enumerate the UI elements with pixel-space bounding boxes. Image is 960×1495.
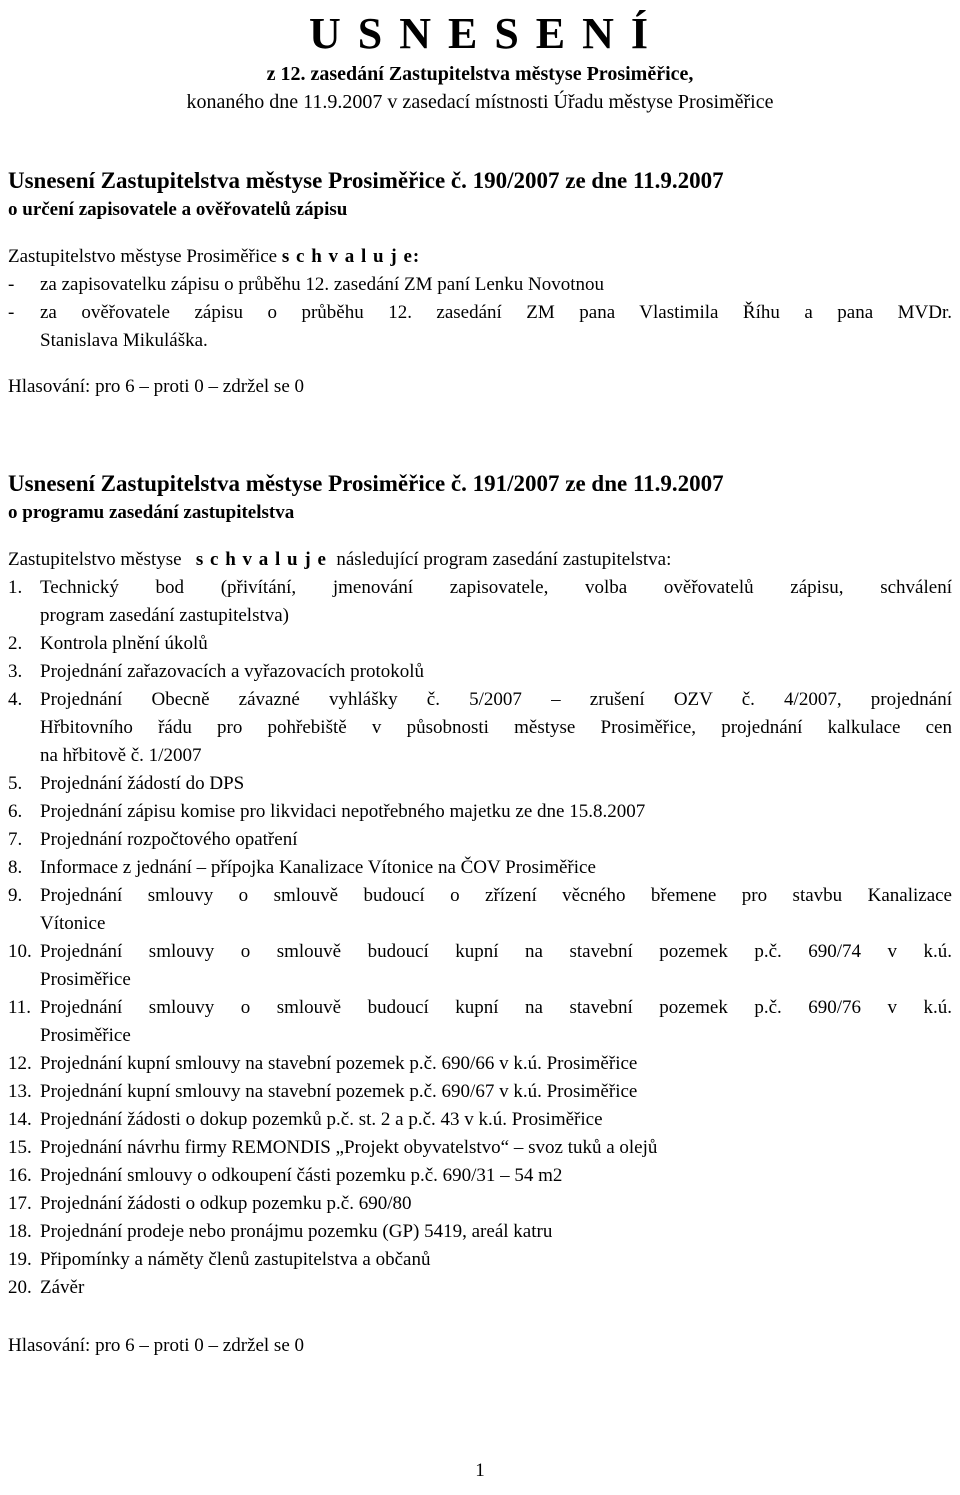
agenda-item — [8, 1246, 952, 1274]
agenda-item-line: Projednání prodeje nebo pronájmu pozemku (GP) 5419, areál katru — [40, 1221, 553, 1242]
agenda-item — [8, 658, 952, 686]
agenda-item-text — [40, 1078, 952, 1106]
agenda-item-number: 3. — [8, 661, 23, 682]
agenda-item-line: program zasedání zastupitelstva) — [40, 605, 290, 626]
agenda-item-number: 20. — [8, 1277, 32, 1298]
agenda-item-number: 11. — [8, 997, 32, 1018]
agenda-item-number: 18. — [8, 1221, 32, 1242]
agenda-item-line: Kontrola plnění úkolů — [40, 633, 208, 654]
agenda-item-text — [40, 630, 952, 658]
dash-marker: - — [8, 274, 15, 295]
agenda-item-number: 14. — [8, 1109, 32, 1130]
agenda-item — [8, 798, 952, 826]
agenda-item-text — [40, 994, 952, 1050]
agenda-item — [8, 1162, 952, 1190]
agenda-item — [8, 1078, 952, 1106]
agenda-item-number: 1. — [8, 577, 23, 598]
agenda-item-number: 12. — [8, 1053, 32, 1074]
agenda-item-text — [40, 882, 952, 938]
agenda-item-text — [40, 658, 952, 686]
page-number: 1 — [475, 1460, 485, 1481]
agenda-item-text — [40, 1106, 952, 1134]
agenda-item-text — [40, 1050, 952, 1078]
agenda-item-line: Projednání zařazovacích a vyřazovacích protokolů — [40, 661, 425, 682]
agenda-list — [8, 574, 952, 1302]
agenda-item-line: Prosiměřice — [40, 1025, 131, 1046]
agenda-item — [8, 994, 952, 1050]
agenda-item-line: Projednání žádostí do DPS — [40, 773, 245, 794]
resolution-subject: o určení zapisovatele a ověřovatelů zápisu — [8, 199, 348, 220]
agenda-item-line: Projednání smlouvy o smlouvě budoucí kupní na stavební pozemek p.č. 690/74 v k.ú. — [40, 941, 952, 962]
resolution-intro — [8, 546, 952, 574]
agenda-item-line: Projednání návrhu firmy REMONDIS „Projekt obyvatelstvo“ – svoz tuků a olejů — [40, 1137, 658, 1158]
agenda-item-line: Projednání kupní smlouvy na stavební pozemek p.č. 690/67 v k.ú. Prosiměřice — [40, 1081, 638, 1102]
agenda-item-line: Projednání smlouvy o smlouvě budoucí o zřízení věcného břemene pro stavbu Kanalizace — [40, 885, 952, 906]
intro-text-rest: následující program zasedání zastupitelstva: — [326, 549, 672, 570]
meeting-date-place: konaného dne 11.9.2007 v zasedací místnosti Úřadu městyse Prosiměřice — [186, 91, 774, 113]
agenda-item-number: 8. — [8, 857, 23, 878]
agenda-item-line: Projednání žádosti o dokup pozemků p.č. st. 2 a p.č. 43 v k.ú. Prosiměřice — [40, 1109, 603, 1130]
approves-keyword: s c h v a l u j e — [195, 549, 327, 570]
voting-result: Hlasování: pro 6 – proti 0 – zdržel se 0 — [8, 1335, 305, 1356]
agenda-item-text — [40, 686, 952, 770]
agenda-item-line: Prosiměřice — [40, 969, 131, 990]
list-item — [8, 299, 952, 327]
agenda-item-text — [40, 1218, 952, 1246]
agenda-item — [8, 854, 952, 882]
resolution-191 — [8, 469, 952, 1360]
agenda-item-line: Připomínky a náměty členů zastupitelstva a občanů — [40, 1249, 431, 1270]
agenda-item — [8, 826, 952, 854]
agenda-item — [8, 882, 952, 938]
intro-text: Zastupitelstvo městyse Prosiměřice — [8, 246, 282, 267]
agenda-item-line: na hřbitově č. 1/2007 — [40, 745, 202, 766]
agenda-item-line: Projednání smlouvy o smlouvě budoucí kupní na stavební pozemek p.č. 690/76 v k.ú. — [40, 997, 952, 1018]
agenda-item — [8, 1190, 952, 1218]
agenda-item-number: 5. — [8, 773, 23, 794]
agenda-item — [8, 1106, 952, 1134]
agenda-item-line: Projednání žádosti o odkup pozemku p.č. 690/80 — [40, 1193, 412, 1214]
agenda-item-number: 9. — [8, 885, 23, 906]
agenda-item-number: 2. — [8, 633, 23, 654]
agenda-item-number: 17. — [8, 1193, 32, 1214]
agenda-item-line: Projednání smlouvy o odkoupení části pozemku p.č. 690/31 – 54 m2 — [40, 1165, 563, 1186]
resolution-heading: Usnesení Zastupitelstva městyse Prosiměřice č. 191/2007 ze dne 11.9.2007 — [8, 471, 724, 496]
voting-result: Hlasování: pro 6 – proti 0 – zdržel se 0 — [8, 376, 305, 397]
list-item — [8, 271, 952, 299]
agenda-item — [8, 1218, 952, 1246]
agenda-item-number: 7. — [8, 829, 23, 850]
agenda-item-number: 10. — [8, 941, 32, 962]
agenda-item-text — [40, 770, 952, 798]
agenda-item-line: Projednání Obecně závazné vyhlášky č. 5/2007 – zrušení OZV č. 4/2007, projednání — [40, 689, 952, 710]
resolution-190 — [8, 166, 952, 401]
agenda-item — [8, 1050, 952, 1078]
agenda-item — [8, 1134, 952, 1162]
agenda-item-text — [40, 1162, 952, 1190]
agenda-item — [8, 574, 952, 630]
agenda-item-number: 19. — [8, 1249, 32, 1270]
agenda-item-number: 15. — [8, 1137, 32, 1158]
agenda-item-number: 4. — [8, 689, 23, 710]
agenda-item-text — [40, 798, 952, 826]
document-title: U S N E S E N Í — [308, 9, 652, 58]
agenda-item-text — [40, 1246, 952, 1274]
agenda-item-text — [40, 1134, 952, 1162]
agenda-item-number: 13. — [8, 1081, 32, 1102]
agenda-item-line: Projednání zápisu komise pro likvidaci nepotřebného majetku ze dne 15.8.2007 — [40, 801, 646, 822]
dash-marker: - — [8, 302, 15, 323]
agenda-item-line: Závěr — [40, 1277, 85, 1298]
agenda-item-number: 16. — [8, 1165, 32, 1186]
agenda-item-text — [40, 854, 952, 882]
agenda-item-text — [40, 938, 952, 994]
item-text: za ověřovatele zápisu o průběhu 12. zasedání ZM pana Vlastimila Říhu a pana MVDr. — [40, 302, 952, 323]
agenda-item — [8, 686, 952, 770]
intro-text: Zastupitelstvo městyse — [8, 549, 196, 570]
agenda-item — [8, 938, 952, 994]
agenda-item-text — [40, 574, 952, 630]
agenda-item-line: Technický bod (přivítání, jmenování zapisovatele, volba ověřovatelů zápisu, schválení — [40, 577, 952, 598]
agenda-item-line: Hřbitovního řádu pro pohřebiště v působnosti městyse Prosiměřice, projednání kalkulace cen — [40, 717, 952, 738]
agenda-item-text — [40, 1190, 952, 1218]
agenda-item-line: Vítonice — [40, 913, 106, 934]
agenda-item — [8, 630, 952, 658]
agenda-item-number: 6. — [8, 801, 23, 822]
agenda-item — [8, 770, 952, 798]
meeting-line: z 12. zasedání Zastupitelstva městyse Prosiměřice, — [266, 63, 694, 85]
agenda-item-text — [40, 826, 952, 854]
agenda-item — [8, 1274, 952, 1302]
approves-keyword: s c h v a l u j e: — [281, 246, 421, 267]
agenda-item-line: Projednání kupní smlouvy na stavební pozemek p.č. 690/66 v k.ú. Prosiměřice — [40, 1053, 638, 1074]
resolution-intro — [8, 243, 952, 271]
resolution-heading: Usnesení Zastupitelstva městyse Prosiměřice č. 190/2007 ze dne 11.9.2007 — [8, 168, 724, 193]
item-text-continuation: Stanislava Mikuláška. — [40, 330, 208, 351]
agenda-item-line: Projednání rozpočtového opatření — [40, 829, 298, 850]
agenda-item-text — [40, 1274, 952, 1302]
agenda-item-line: Informace z jednání – přípojka Kanalizace Vítonice na ČOV Prosiměřice — [40, 857, 596, 878]
item-text: za zapisovatelku zápisu o průběhu 12. zasedání ZM paní Lenku Novotnou — [40, 274, 605, 295]
resolution-subject: o programu zasedání zastupitelstva — [8, 502, 295, 523]
